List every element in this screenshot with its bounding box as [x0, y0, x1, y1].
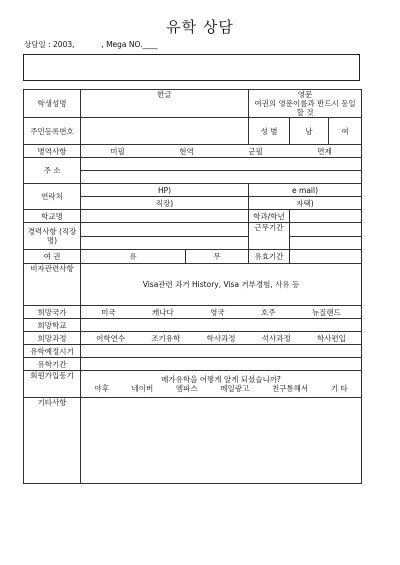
field-english-name[interactable]: [249, 90, 362, 118]
option-passport-yes[interactable]: 유: [81, 250, 186, 264]
consultation-form: [23, 89, 362, 484]
field-military[interactable]: [81, 145, 362, 158]
country-option[interactable]: 뉴질랜드: [311, 307, 341, 317]
motive-option[interactable]: 친구통해서: [271, 384, 309, 393]
row-country: [24, 306, 362, 319]
field-motive[interactable]: [81, 371, 362, 398]
motive-option[interactable]: 기 타: [330, 384, 348, 393]
row-passport: [24, 250, 362, 264]
military-option[interactable]: 미필: [110, 146, 125, 156]
label-military: 병역사항: [24, 145, 81, 158]
row-address: [24, 158, 362, 171]
field-expiry[interactable]: [290, 250, 362, 264]
field-career-2[interactable]: [81, 237, 249, 250]
row-contact: [24, 184, 362, 197]
military-option[interactable]: 군필: [248, 146, 263, 156]
field-home-phone[interactable]: [249, 197, 362, 210]
page-title: 유학 상담: [166, 18, 234, 36]
row-motive: [24, 371, 362, 398]
option-male[interactable]: 남: [290, 118, 329, 145]
country-option[interactable]: 미국: [101, 307, 116, 317]
email-label: e mail): [292, 185, 319, 195]
field-address-2[interactable]: [81, 171, 362, 184]
mega-number: , Mega NO.____: [101, 40, 158, 49]
military-option[interactable]: 면제: [317, 146, 332, 156]
option-female[interactable]: 여: [329, 118, 362, 145]
label-course: 희망과정: [24, 332, 81, 345]
row-id: [24, 118, 362, 145]
label-id-number: 주민등록번호: [24, 118, 81, 145]
label-expiry: 유효기간: [249, 250, 290, 264]
english-label: 영문: [297, 90, 313, 99]
field-target-school[interactable]: [81, 319, 362, 332]
field-course[interactable]: [81, 332, 362, 345]
label-student-name: 학생성명: [24, 90, 81, 118]
field-career-1[interactable]: [81, 223, 249, 237]
field-other[interactable]: [81, 398, 362, 484]
motive-option[interactable]: 네이버: [131, 384, 154, 393]
label-contact: 연락처: [24, 184, 81, 210]
row-target-school: [24, 319, 362, 332]
label-country: 희망국가: [24, 306, 81, 319]
label-duration: 유학기간: [24, 358, 81, 371]
label-departure: 유학예정시기: [24, 345, 81, 358]
field-duration[interactable]: [81, 358, 362, 371]
label-major: 학과/학년: [249, 210, 290, 223]
field-hp[interactable]: [81, 184, 249, 197]
row-other: [24, 398, 362, 484]
label-address: 주 소: [24, 158, 81, 184]
field-korean-name[interactable]: [81, 90, 249, 118]
label-target-school: 희망학교: [24, 319, 81, 332]
field-departure[interactable]: [81, 345, 362, 358]
row-course: [24, 332, 362, 345]
military-option[interactable]: 현역: [179, 146, 194, 156]
motive-option[interactable]: 야후: [94, 384, 109, 393]
label-visa: 비자관련사항: [24, 264, 81, 306]
option-passport-no[interactable]: 무: [186, 250, 249, 264]
row-duration: [24, 358, 362, 371]
field-email[interactable]: [249, 184, 362, 197]
field-visa[interactable]: [81, 264, 362, 306]
field-country[interactable]: [81, 306, 362, 319]
row-school: [24, 210, 362, 223]
label-school: 학교명: [24, 210, 81, 223]
motive-option[interactable]: 엠파스: [175, 384, 198, 393]
row-visa: [24, 264, 362, 306]
motive-option[interactable]: 메일광고: [220, 384, 250, 393]
field-school[interactable]: [81, 210, 249, 223]
field-period-2[interactable]: [290, 237, 362, 250]
field-major[interactable]: [290, 210, 362, 223]
field-id-number[interactable]: [81, 118, 249, 145]
country-option[interactable]: 영국: [210, 307, 225, 317]
field-work-phone[interactable]: [81, 197, 249, 210]
course-option[interactable]: 학사과정: [206, 333, 236, 343]
label-gender: 성 별: [249, 118, 290, 145]
row-military: [24, 145, 362, 158]
label-motive: 회원가입동기: [24, 371, 81, 398]
memo-box[interactable]: [23, 54, 360, 81]
course-option[interactable]: 석사과정: [261, 333, 291, 343]
field-period-1[interactable]: [290, 223, 362, 237]
label-passport: 여 권: [24, 250, 81, 264]
label-other: 기타사항: [24, 398, 81, 484]
country-option[interactable]: 호주: [261, 307, 276, 317]
consult-meta: [24, 39, 158, 50]
course-option[interactable]: 조기유학: [151, 333, 181, 343]
row-career: [24, 223, 362, 237]
work-label: 직장): [155, 198, 174, 208]
course-option[interactable]: 어학연수: [96, 333, 126, 343]
label-work-period: 근무기간: [249, 223, 290, 250]
label-career: 경력사항 (직장명): [24, 223, 81, 250]
english-note: 여권의 영문이름과 반드시 동일할 것: [254, 99, 356, 117]
row-name: [24, 90, 362, 118]
country-option[interactable]: 캐나다: [152, 307, 174, 317]
home-label: 자택): [296, 198, 314, 208]
row-departure: [24, 345, 362, 358]
course-option[interactable]: 학사편입: [316, 333, 346, 343]
consult-date: 상담일 : 2003,: [24, 40, 75, 49]
field-address-1[interactable]: [81, 158, 362, 171]
korean-label: 한글: [157, 90, 172, 99]
visa-note: Visa관련 과거 History, Visa 거부경험, 사유 등: [142, 280, 300, 289]
motive-question: 메가유학을 어떻게 알게 되셨습니까?: [161, 375, 281, 384]
hp-label: HP): [157, 185, 172, 195]
